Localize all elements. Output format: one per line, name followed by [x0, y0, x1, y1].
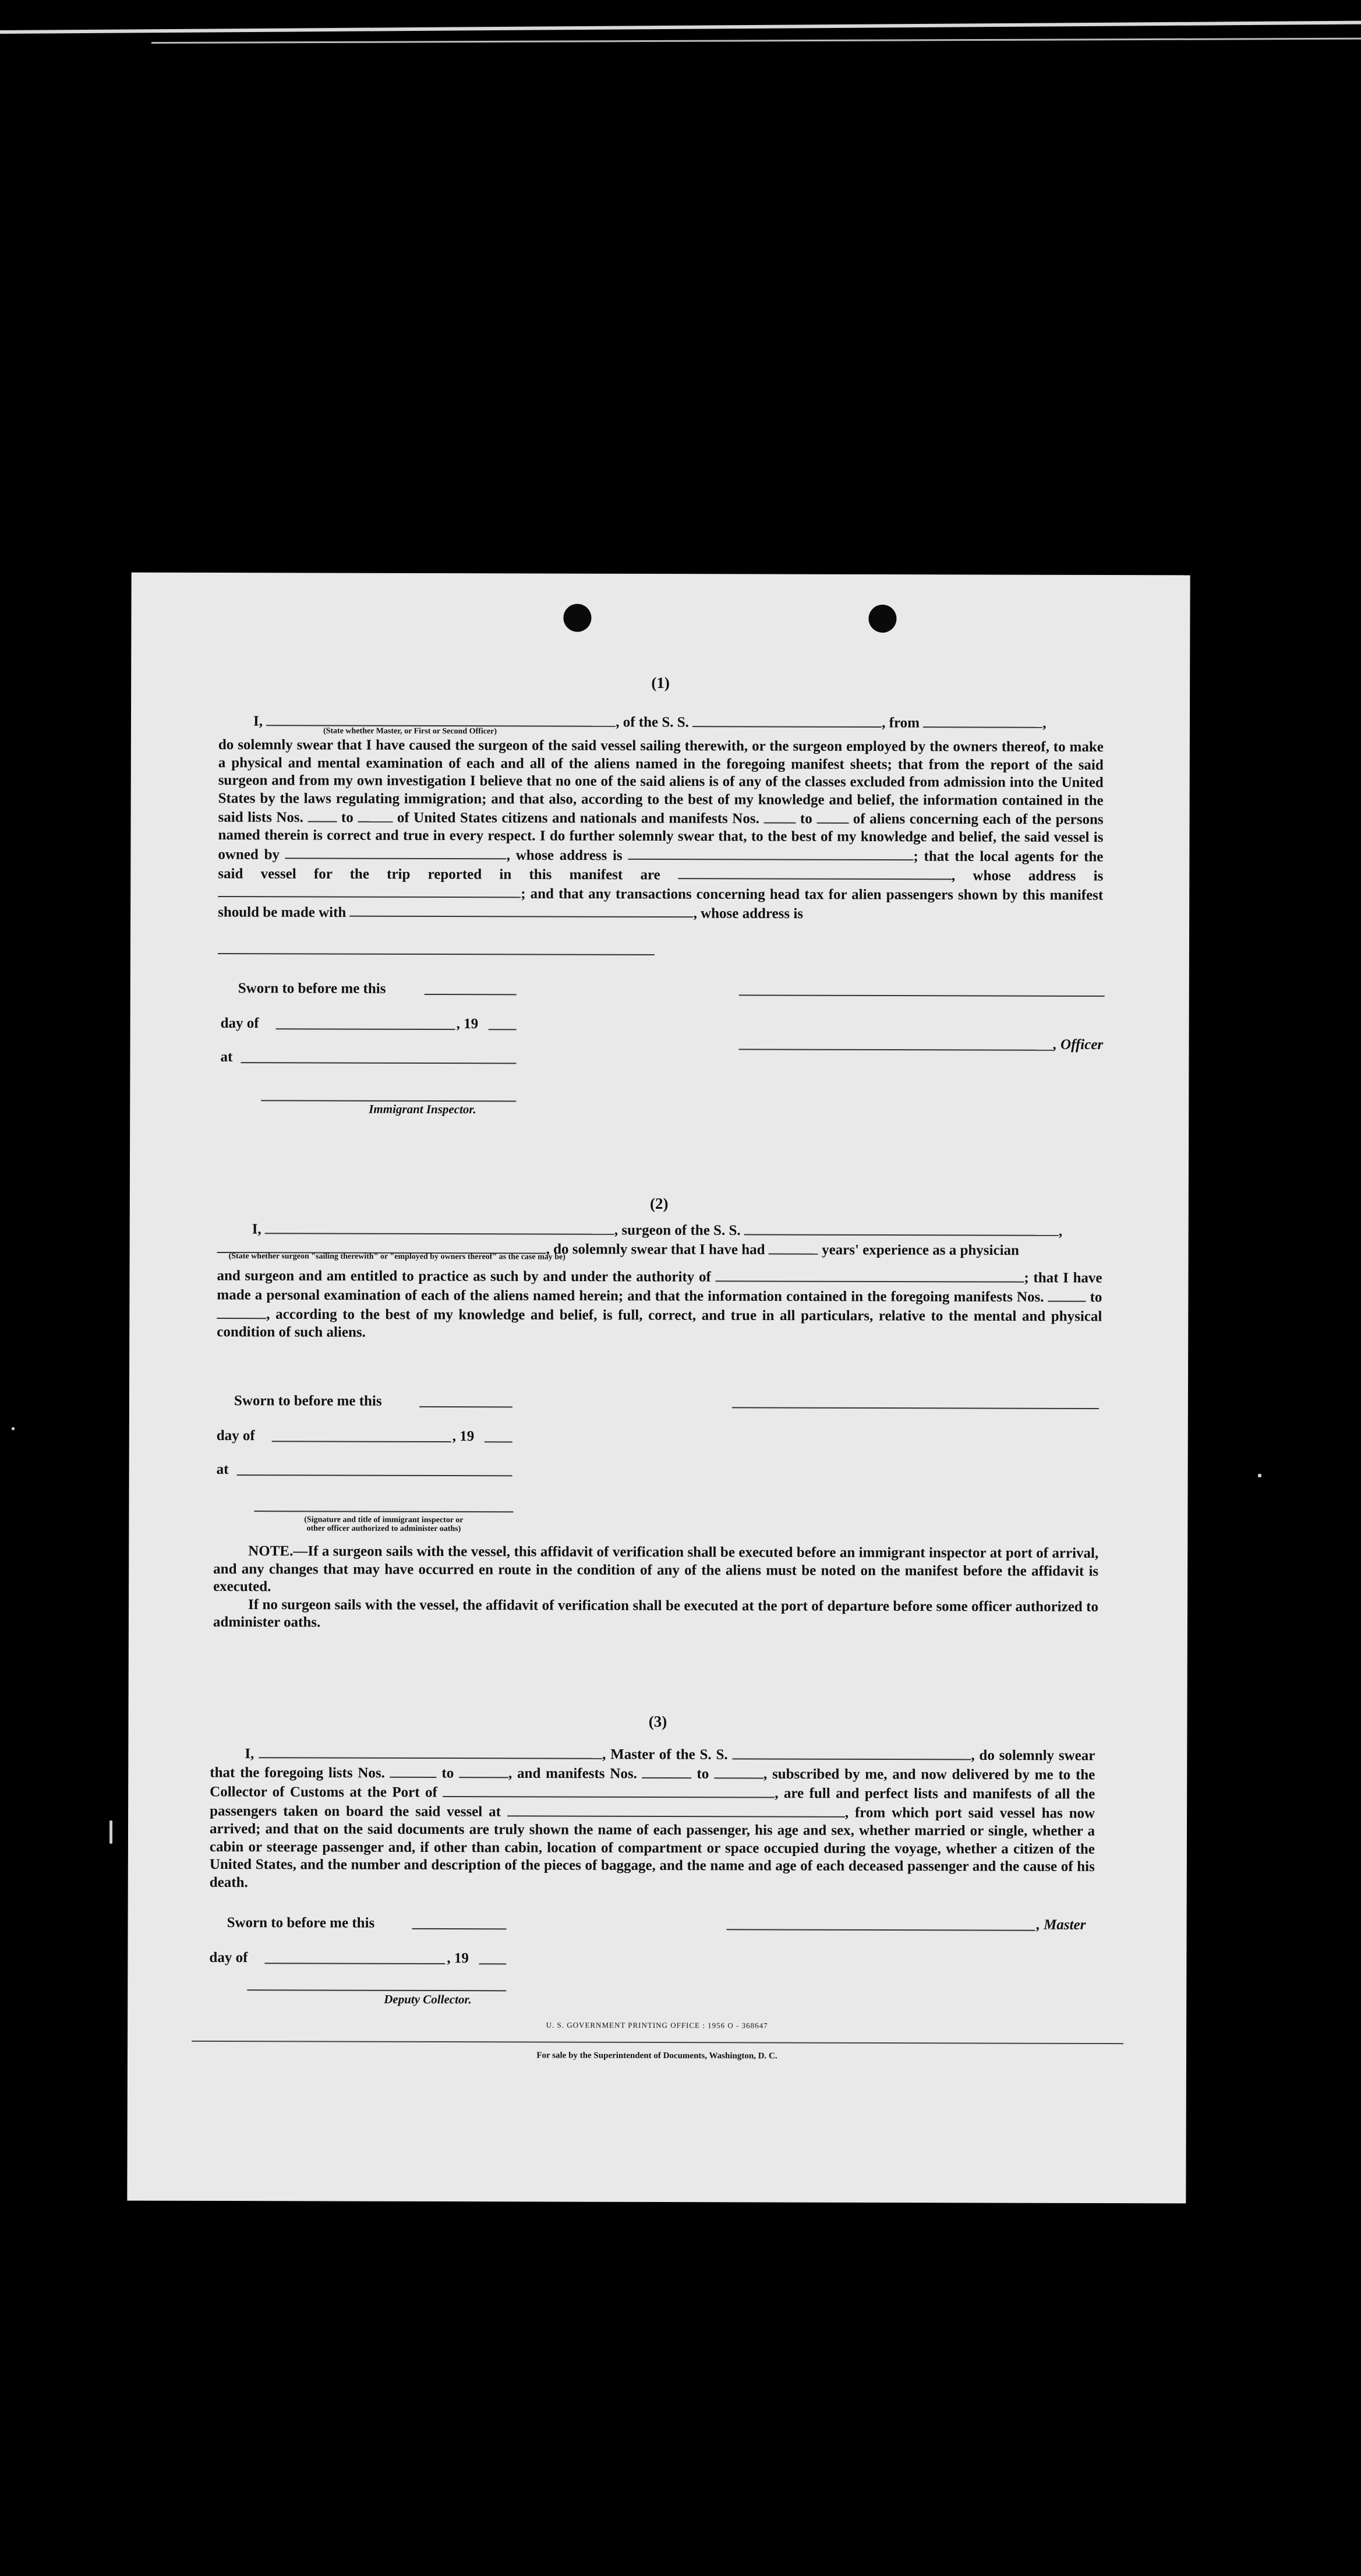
sworn-label: Sworn to before me this — [227, 1915, 375, 1931]
scan-edge-line — [151, 38, 1361, 44]
place-field[interactable] — [237, 1474, 512, 1476]
lists-from-field[interactable] — [390, 1763, 437, 1778]
scan-edge-line — [0, 21, 1361, 34]
year-field[interactable] — [485, 1441, 512, 1442]
field-caption: (State whether Master, or First or Second Officer) — [323, 726, 497, 736]
form-page — [127, 573, 1190, 2204]
surgeon-name-field[interactable] — [265, 1219, 614, 1234]
punch-hole — [868, 605, 896, 633]
signature-caption: (Signature and title of immigrant inspector or other officer authorized to administer oaths) — [304, 1515, 464, 1534]
section-2-oath-text: I, , surgeon of the S. S. , , do solemnly swear that I have had years' experience as a physician (State whether surgeon "sailing therewith" or "employed by owners thereof" as the case may be) and surgeon and am entitled to practice as such by and under the authority of ; that I have made a personal examination of each of the aliens named herein; and that the information contained in the foregoing manifests Nos. to , according to the best of my knowledge and belief, is full, correct, and true in all particulars, relative to the mental and physical condition of such aliens. — [217, 1219, 1102, 1343]
manifests-to-field[interactable] — [714, 1764, 763, 1779]
section-2-affidavit — [217, 1219, 1102, 1343]
inspector-signature-field[interactable] — [254, 1511, 513, 1512]
sale-notice: For sale by the Superintendent of Documents, Washington, D. C. — [536, 2051, 777, 2061]
note-paragraph: NOTE.—If a surgeon sails with the vessel, this affidavit of verification shall be executed before an immigrant inspector at port of arrival, and any changes that may have occurred en route in the condition of any of the aliens must be noted on the manifest before the affidavit is executed. If no surgeon sails with the vessel, the affidavit of verification shall be executed at the port of departure before some officer authorized to administer oaths. — [213, 1543, 1099, 1631]
year-label: , 19 — [447, 1950, 469, 1967]
head-tax-contact-field[interactable] — [350, 902, 694, 918]
scan-speck — [12, 1427, 15, 1430]
sworn-date-field[interactable] — [412, 1928, 507, 1929]
vessel-name-field[interactable] — [744, 1220, 1059, 1236]
embark-port-field[interactable] — [507, 1802, 845, 1817]
officer-signature-field[interactable] — [739, 994, 1105, 997]
officer-title-field[interactable] — [739, 1049, 1054, 1050]
day-of-label: day of — [216, 1428, 255, 1444]
collector-label: Deputy Collector. — [384, 1992, 472, 2007]
head-tax-address-field[interactable] — [218, 953, 655, 955]
officer-label: , Officer — [1053, 1036, 1104, 1053]
year-field[interactable] — [489, 1029, 517, 1030]
month-field[interactable] — [272, 1441, 451, 1442]
owner-field[interactable] — [285, 845, 507, 859]
lists-from-field[interactable] — [307, 807, 337, 822]
section-1-oath-text: I, , of the S. S. , from , (State whether Master, or First or Second Officer) do solemnly swear that I have caused the surgeon of the said vessel sailing therewith, or the surgeon employed by the owners thereof, to make a physical and mental examination of each and all of the aliens named in the foregoing manifest sheets; that from the report of the said surgeon and from my own investigation I believe that no one of the said aliens is of any of the classes excluded from admission into the United States by the laws regulating immigration; and that also, according to the best of my knowledge and belief, the information contained in the said lists Nos. to of United States citizens and nationals and manifests Nos. to of aliens concerning each of the persons named therein is correct and true in every respect. I do further solemnly swear that, to the best of my knowledge and belief, the said vessel is owned by , whose address is ; that the local agents for the said vessel for the trip reported in this manifest are , whose address is ; and that any transactions concerning head tax for alien passengers shown by this manifest should be made with , whose address is — [218, 711, 1104, 923]
surgeon-type-field[interactable] — [217, 1238, 546, 1254]
section-3-affidavit: I, , Master of the S. S. , do solemnly swear that the foregoing lists Nos. to , and manifests Nos. to , subscribed by me, and now delivered by me to the Collector of Customs at the Port of , are full and perfect lists and manifests of all the passengers taken on board the said vessel at , from which port said vessel has now arrived; and that on the said documents are truly shown the name of each passenger, his age and sex, whether married or single, whether a cabin or steerage passenger and, if other than cabin, location of compartment or space occupied during the voyage, whether a citizen of the United States, and the number and description of the pieces of baggage, and the name and age of each deceased passenger and the cause of his death. — [210, 1744, 1095, 1894]
inspector-label: Immigrant Inspector. — [369, 1102, 476, 1117]
section-number: (3) — [648, 1712, 667, 1731]
vessel-name-field[interactable] — [732, 1745, 971, 1760]
manifests-from-field[interactable] — [1048, 1287, 1086, 1302]
lists-to-field[interactable] — [459, 1763, 508, 1778]
officer-rank-field[interactable] — [266, 711, 616, 726]
field-caption: (State whether surgeon "sailing therewith" or "employed by owners thereof" as the case may be) — [228, 1252, 565, 1262]
section-number: (2) — [650, 1194, 669, 1213]
month-field[interactable] — [276, 1028, 455, 1030]
year-field[interactable] — [479, 1963, 506, 1964]
master-name-field[interactable] — [259, 1744, 602, 1759]
scan-speck — [1258, 1474, 1261, 1477]
master-label: , Master — [1036, 1917, 1086, 1933]
master-signature-field[interactable] — [727, 1929, 1035, 1931]
sworn-date-field[interactable] — [419, 1406, 512, 1407]
scan-speck — [109, 1820, 112, 1844]
section-number: (1) — [651, 673, 670, 692]
year-label: , 19 — [452, 1428, 475, 1445]
vessel-name-field[interactable] — [692, 712, 882, 727]
place-field[interactable] — [241, 1062, 516, 1064]
at-label: at — [220, 1049, 233, 1065]
owner-address-field[interactable] — [628, 845, 913, 860]
sworn-label: Sworn to before me this — [234, 1393, 382, 1409]
day-of-label: day of — [209, 1949, 248, 1966]
agents-address-field[interactable] — [218, 883, 521, 898]
manifests-to-field[interactable] — [816, 809, 849, 824]
port-field[interactable] — [443, 1783, 775, 1798]
day-of-label: day of — [220, 1015, 259, 1032]
surgeon-signature-field[interactable] — [732, 1407, 1099, 1409]
manifests-from-field[interactable] — [763, 809, 796, 823]
section-1-affidavit — [218, 711, 1104, 923]
collector-signature-field[interactable] — [247, 1989, 506, 1991]
license-authority-field[interactable] — [715, 1267, 1024, 1282]
at-label: at — [216, 1462, 229, 1478]
manifests-from-field[interactable] — [642, 1764, 692, 1779]
printer-imprint: U. S. GOVERNMENT PRINTING OFFICE : 1956 O - 368647 — [546, 2020, 768, 2030]
agents-field[interactable] — [678, 865, 952, 880]
years-experience-field[interactable] — [769, 1240, 818, 1254]
sworn-label: Sworn to before me this — [238, 980, 386, 997]
lists-to-field[interactable] — [358, 808, 393, 823]
manifests-to-field[interactable] — [217, 1304, 266, 1319]
punch-hole — [563, 604, 591, 632]
year-label: , 19 — [456, 1016, 479, 1032]
from-port-field[interactable] — [923, 713, 1042, 728]
month-field[interactable] — [264, 1963, 445, 1964]
sworn-date-field[interactable] — [425, 994, 517, 995]
footer-rule — [192, 2041, 1123, 2044]
